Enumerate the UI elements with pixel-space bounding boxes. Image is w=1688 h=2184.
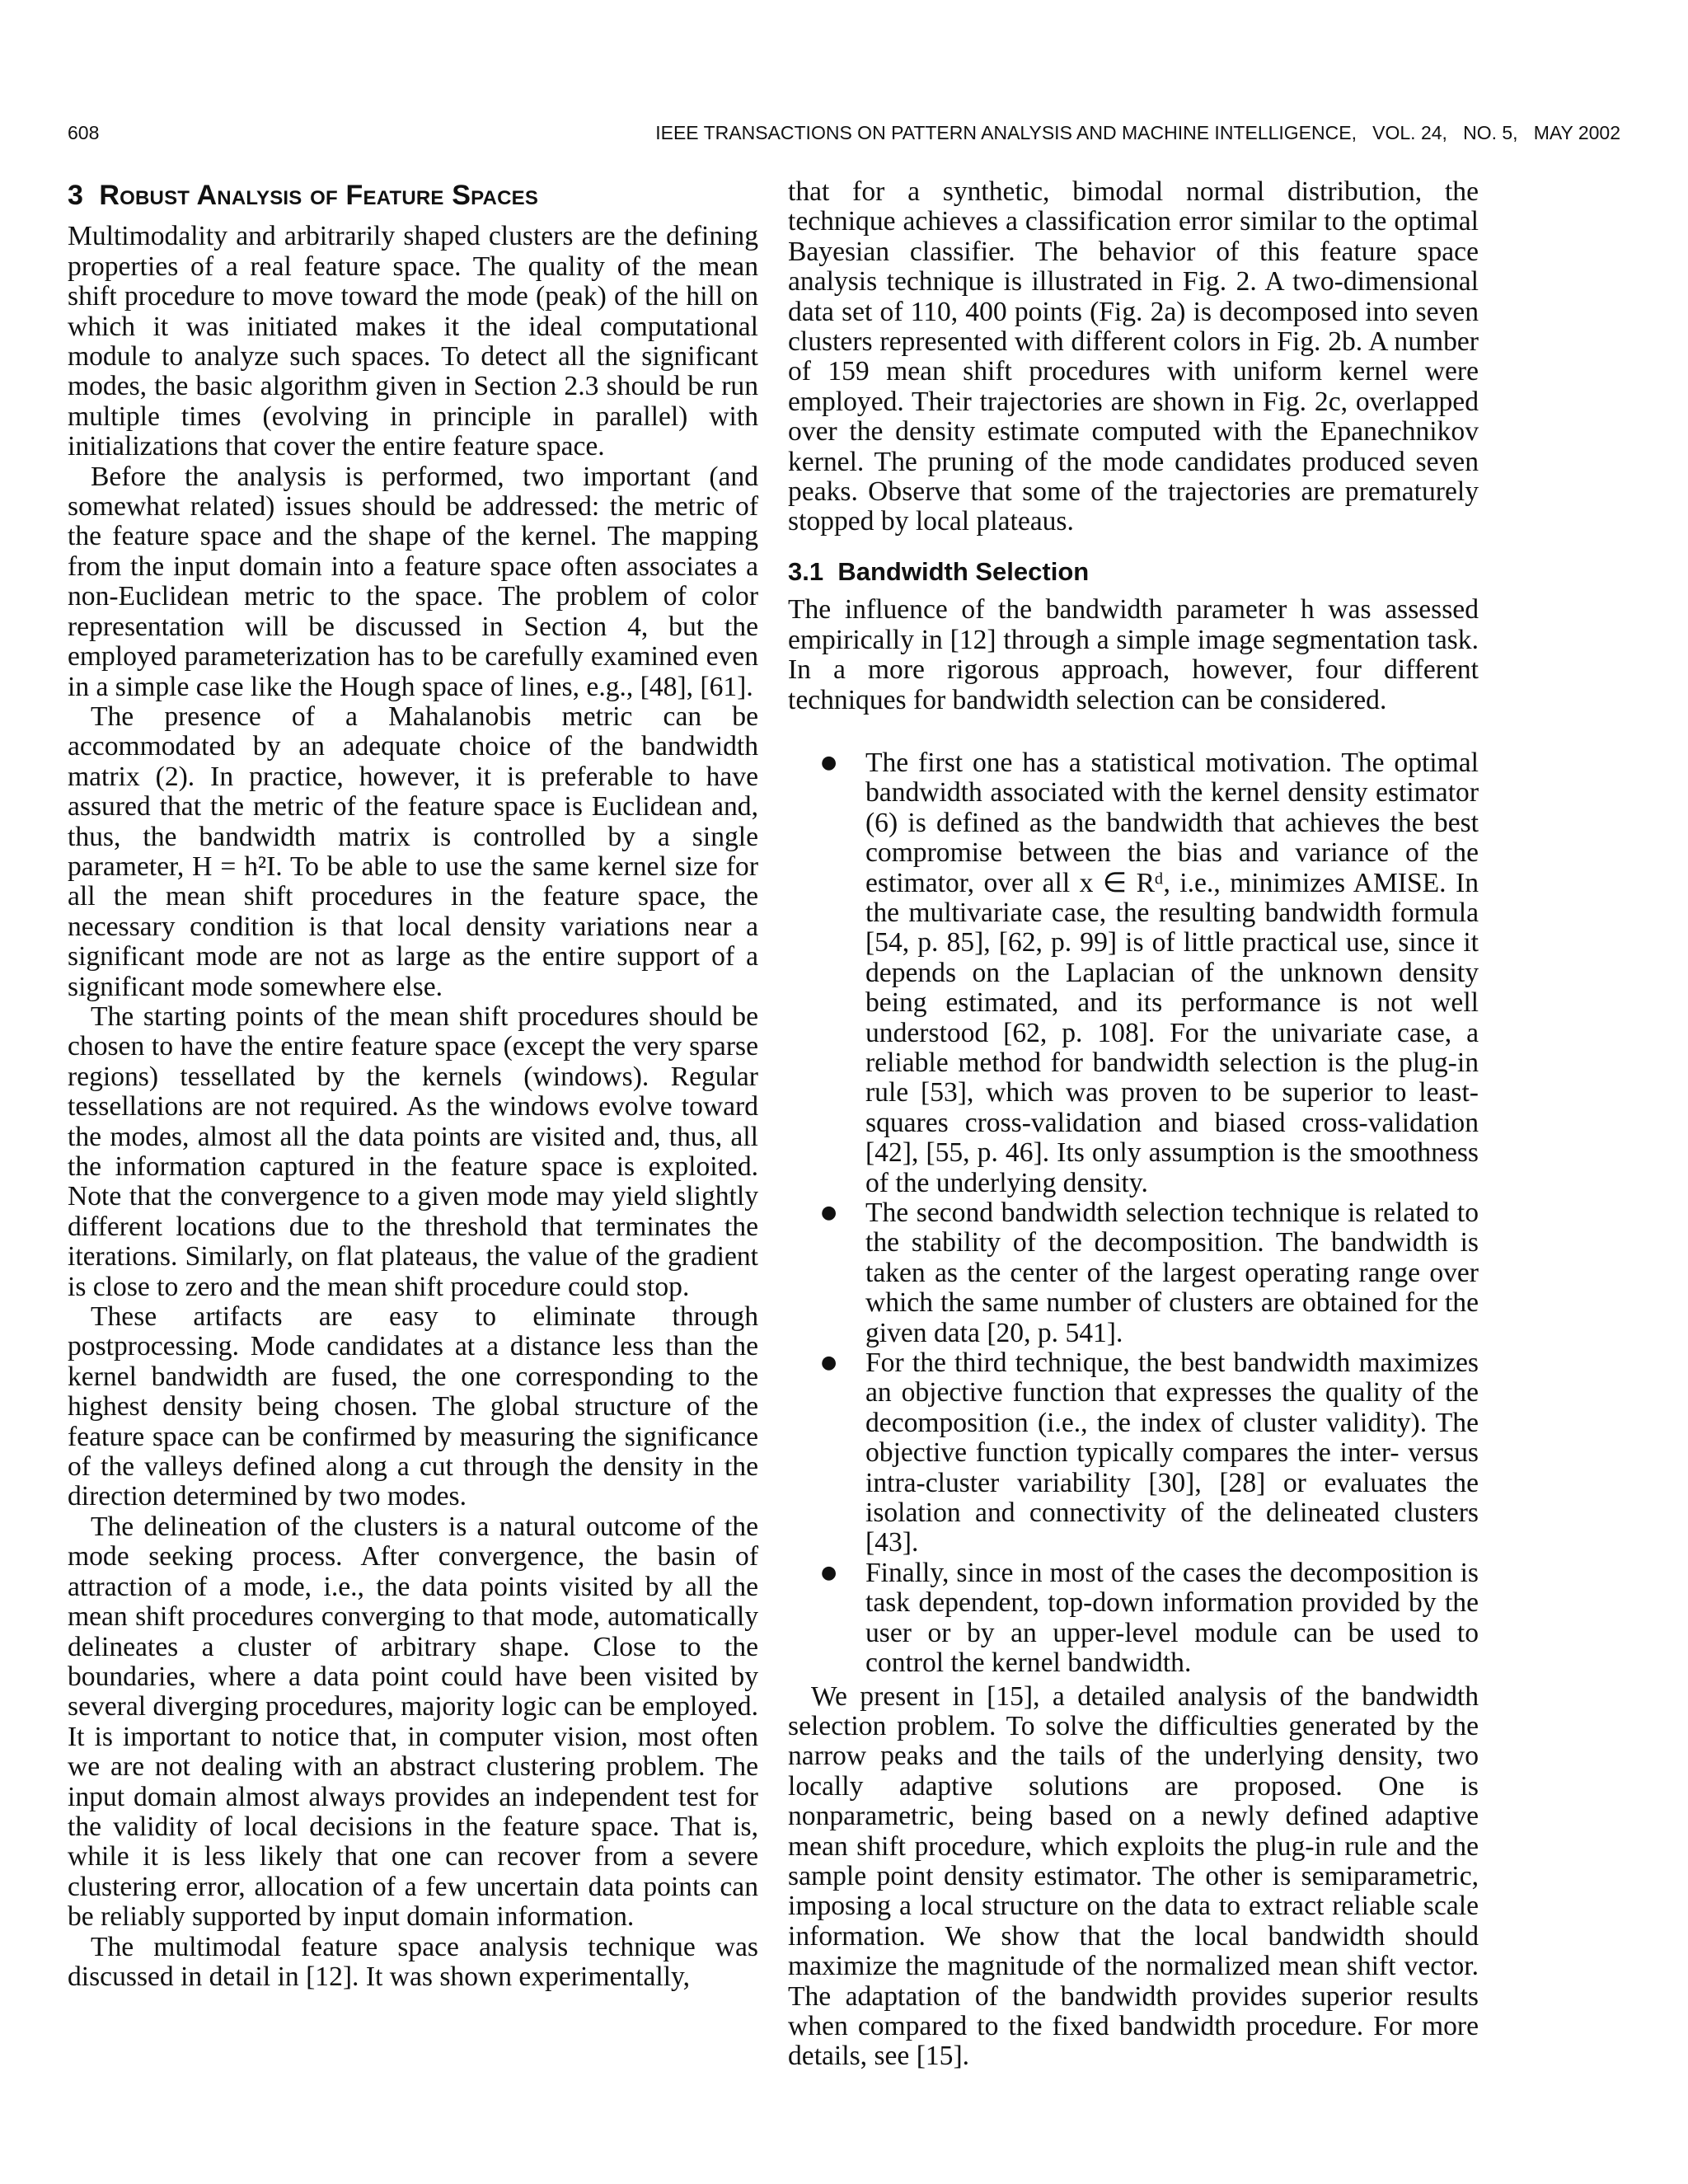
bullet-icon: ● (821, 1562, 837, 1583)
subsection-number: 3.1 (788, 556, 824, 586)
bullet-icon: ● (821, 752, 837, 773)
right-column (788, 177, 1479, 2139)
subsection-title: Bandwidth Selection (837, 556, 1090, 586)
paragraph: The delineation of the clusters is a natural outcome of the mode seeking process. After convergence, the basin of attraction of a mode, i.e., the data points visited by all the mean shift procedures converging to that mode, automatically delineates a cluster of arbitrary shape. Close to the boundaries, where a data point could have been visited by several diverging procedures, majority logic can be employed. It is important to notice that, in computer vision, most often we are not dealing with an abstract clustering problem. The input domain almost always provides an independent test for the validity of local decisions in the feature space. That is, while it is less likely that one can recover from a severe clustering error, allocation of a few uncertain data points can be reliably supported by input domain information. (68, 1511, 758, 1933)
paragraph: The presence of a Mahalanobis metric can be accommodated by an adequate choice of the bandwidth matrix (2). In practice, however, it is preferable to have assured that the metric of the feature space is Euclidean and, thus, the bandwidth matrix is controlled by a single parameter, H = h²I. To be able to use the same kernel size for all the mean shift procedures in the feature space, the necessary condition is that local density variations near a significant mode are not as large as the entire support of a significant mode somewhere else. (68, 701, 758, 1002)
list-item (788, 748, 1479, 1198)
list-item (788, 1348, 1479, 1558)
section-number: 3 (68, 180, 84, 211)
paragraph: We present in [15], a detailed analysis of the bandwidth selection problem. To solve the difficulties generated by the narrow peaks and the tails of the underlying density, two locally adaptive solutions are proposed. One is nonparametric, being based on a newly defined adaptive mean shift procedure, which exploits the plug-in rule and the sample point density estimator. The other is semiparametric, imposing a local structure on the data to extract reliable scale information. We show that the local bandwidth should maximize the magnitude of the normalized mean shift vector. The adaptation of the bandwidth provides superior results when compared to the fixed bandwidth procedure. For more details, see [15]. (788, 1680, 1479, 2072)
list-item-text: Finally, since in most of the cases the decomposition is task dependent, top-down information provided by the user or by an upper-level module can be used to control the kernel bandwidth. (865, 1557, 1479, 1679)
paragraph: The influence of the bandwidth parameter h was assessed empirically in [12] through a simple image segmentation task. In a more rigorous approach, however, four different techniques for bandwidth selection can be considered. (788, 594, 1479, 715)
section-title: Robust Analysis of Feature Spaces (99, 180, 539, 211)
bullet-icon: ● (821, 1352, 837, 1374)
list-item (788, 1198, 1479, 1348)
list-item-text: The first one has a statistical motivation. The optimal bandwidth associated with the kernel density estimator (6) is defined as the bandwidth that achieves the best compromise between the bias and variance of the estimator, over all x ∈ Rᵈ, i.e., minimizes AMISE. In the multivariate case, the resulting bandwidth formula [54, p. 85], [62, p. 99] is of little practical use, since it depends on the Laplacian of the unknown density being estimated, and its performance is not well understood [62, p. 108]. For the univariate case, a reliable method for bandwidth selection is the plug-in rule [53], which was proven to be superior to least-squares cross-validation and biased cross-validation [42], [55, p. 46]. Its only assumption is the smoothness of the underlying density. (865, 747, 1479, 1198)
paragraph: These artifacts are easy to eliminate through postprocessing. Mode candidates at a distance less than the kernel bandwidth are fused, the one corresponding to the highest density being chosen. The global structure of the feature space can be confirmed by measuring the significance of the valleys defined along a cut through the density in the direction determined by two modes. (68, 1301, 758, 1512)
list-item-text: The second bandwidth selection technique is related to the stability of the decomposition. The bandwidth is taken as the center of the largest operating range over which the same number of clusters are obtained for the given data [20, p. 541]. (865, 1197, 1479, 1348)
journal-title: IEEE TRANSACTIONS ON PATTERN ANALYSIS AND MACHINE INTELLIGENCE, VOL. 24, NO. 5, MAY 2002 (655, 122, 1620, 143)
paragraph: The multimodal feature space analysis technique was discussed in detail in [12]. It was shown experimentally, (68, 1931, 758, 1992)
paragraph: Multimodality and arbitrarily shaped clusters are the defining properties of a real feature space. The quality of the mean shift procedure to move toward the mode (peak) of the hill on which it was initiated makes it the ideal computational module to analyze such spaces. To detect all the significant modes, the basic algorithm given in Section 2.3 should be run multiple times (evolving in principle in parallel) with initializations that cover the entire feature space. (68, 221, 758, 462)
bullet-list (788, 748, 1479, 1679)
subsection-heading (788, 557, 1479, 587)
running-header (68, 122, 1620, 155)
bullet-icon: ● (821, 1202, 837, 1223)
left-column (68, 177, 758, 2139)
paragraph: that for a synthetic, bimodal normal distribution, the technique achieves a classification error similar to the optimal Bayesian classifier. The behavior of this feature space analysis technique is illustrated in Fig. 2. A two-dimensional data set of 110, 400 points (Fig. 2a) is decomposed into seven clusters represented with different colors in Fig. 2b. A number of 159 mean shift procedures with uniform kernel were employed. Their trajectories are shown in Fig. 2c, overlapped over the density estimate computed with the Epanechnikov kernel. The pruning of the mode candidates produced seven peaks. Observe that some of the trajectories are prematurely stopped by local plateaus. (788, 176, 1479, 537)
section-heading (68, 180, 758, 210)
paragraph: Before the analysis is performed, two important (and somewhat related) issues should be addressed: the metric of the feature space and the shape of the kernel. The mapping from the input domain into a feature space often associates a non-Euclidean metric to the space. The problem of color representation will be discussed in Section 4, but the employed parameterization has to be carefully examined even in a simple case like the Hough space of lines, e.g., [48], [61]. (68, 461, 758, 702)
paragraph: The starting points of the mean shift procedures should be chosen to have the entire feature space (except the very sparse regions) tessellated by the kernels (windows). Regular tessellations are not required. As the windows evolve toward the modes, almost all the data points are visited and, thus, all the information captured in the feature space is exploited. Note that the convergence to a given mode may yield slightly different locations due to the threshold that terminates the iterations. Similarly, on flat plateaus, the value of the gradient is close to zero and the mean shift procedure could stop. (68, 1001, 758, 1302)
list-item (788, 1558, 1479, 1679)
list-item-text: For the third technique, the best bandwidth maximizes an objective function that expresses the quality of the decomposition (i.e., the index of cluster validity). The objective function typically compares the inter- versus intra-cluster variability [30], [28] or evaluates the isolation and connectivity of the delineated clusters [43]. (865, 1347, 1479, 1558)
page-number: 608 (68, 122, 100, 143)
